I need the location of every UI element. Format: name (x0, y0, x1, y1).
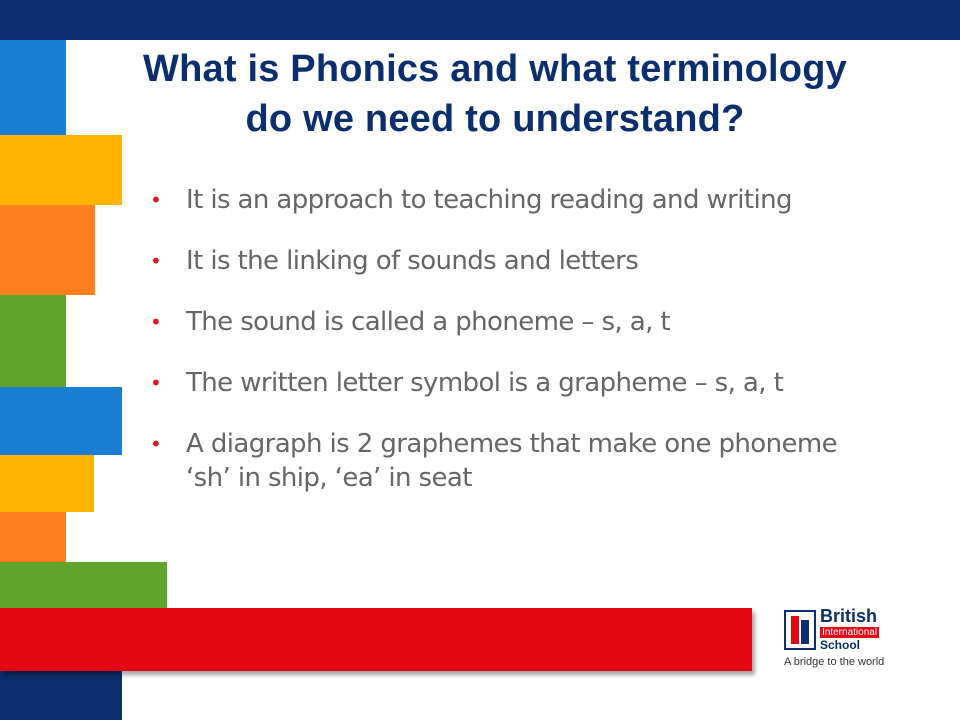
bullet-dot-icon: • (150, 432, 162, 456)
slide-title-line-2: do we need to understand? (245, 98, 745, 140)
bullet-item (150, 305, 910, 339)
top-banner (0, 0, 960, 40)
bullet-text: A diagraph is 2 graphemes that make one phoneme (186, 429, 838, 459)
school-logo (782, 606, 912, 672)
decor-block-yellow-1 (0, 135, 122, 205)
logo-tagline: A bridge to the world (784, 656, 885, 668)
logo-name-line-3: School (820, 638, 861, 652)
decor-block-yellow-2 (0, 455, 94, 512)
bullet-item (150, 366, 910, 400)
decor-block-orange-2 (0, 512, 66, 562)
logo-name-line-2: International (822, 627, 878, 638)
bullet-text: It is an approach to teaching reading and writing (186, 185, 792, 215)
bullet-text-continuation: ‘sh’ in ship, ‘ea’ in seat (186, 463, 472, 493)
bullet-dot-icon: • (150, 188, 162, 212)
decor-block-green-2 (0, 562, 167, 610)
decor-block-orange-1 (0, 205, 95, 295)
bullet-text: It is the linking of sounds and letters (186, 246, 639, 276)
footer-red-bar (0, 608, 752, 671)
decor-block-green-1 (0, 295, 66, 387)
bullet-item (150, 183, 910, 217)
logo-name-line-1: British (820, 606, 878, 626)
decor-block-navy-bottom (0, 668, 122, 720)
crest-icon (784, 610, 816, 650)
decor-block-blue-2 (0, 387, 122, 455)
bullet-dot-icon: • (150, 249, 162, 273)
bullet-text: The sound is called a phoneme – s, a, t (186, 307, 671, 337)
bullet-item (150, 244, 910, 278)
slide-title-line-1: What is Phonics and what terminology (143, 48, 847, 90)
bullet-text: The written letter symbol is a grapheme – s, a, t (186, 368, 784, 398)
slide-title (90, 44, 900, 144)
bullet-dot-icon: • (150, 310, 162, 334)
bullet-item (150, 427, 910, 495)
bullet-list (150, 183, 910, 522)
decor-block-blue-1 (0, 40, 66, 135)
bullet-dot-icon: • (150, 371, 162, 395)
